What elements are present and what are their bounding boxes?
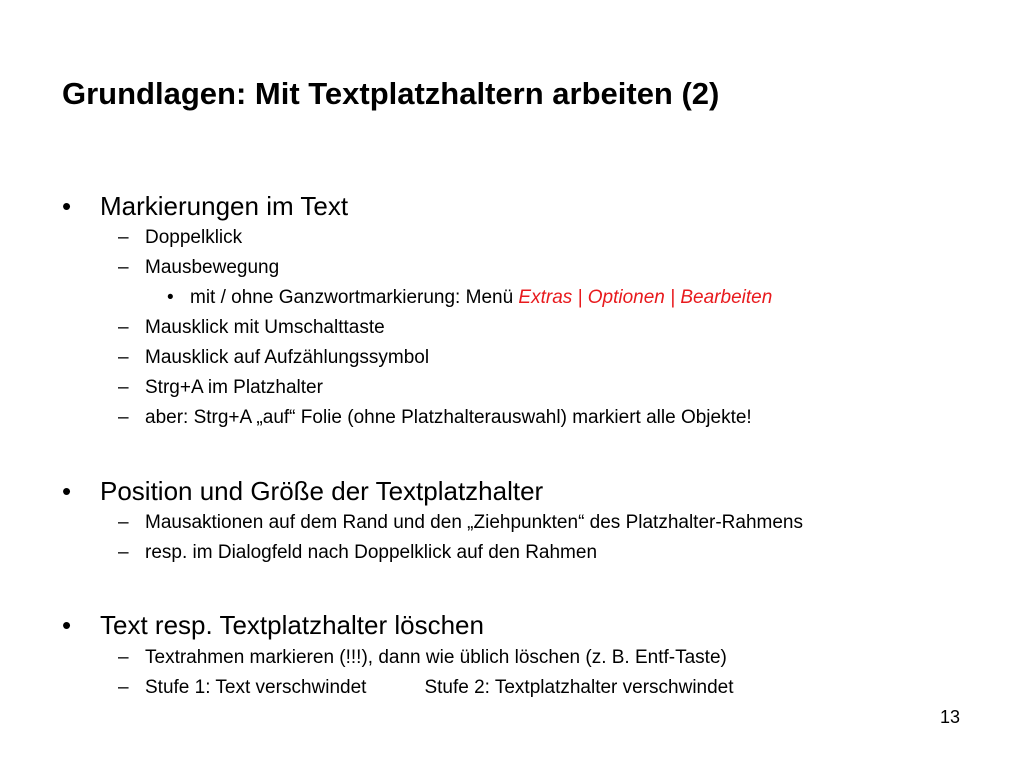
list-item-textrahmen: Textrahmen markieren (!!!), dann wie üblich löschen (z. B. Entf-Taste) (145, 647, 727, 668)
stufe-2-text: Stufe 2: Textplatzhalter verschwindet (424, 677, 734, 698)
stufe-1-text: Stufe 1: Text verschwindet (145, 677, 367, 698)
list-item-dialogfeld: resp. im Dialogfeld nach Doppelklick auf den Rahmen (145, 542, 598, 563)
dash-marker: – (118, 407, 129, 428)
dash-marker: – (118, 647, 129, 668)
list-item-ganzwortmarkierung (190, 287, 772, 309)
bullet-marker: • (167, 287, 174, 308)
menu-path-highlight: Extras | Optionen | Bearbeiten (518, 287, 773, 308)
list-item-umschalttaste: Mausklick mit Umschalttaste (145, 317, 385, 338)
bullet-marker: • (62, 191, 72, 221)
dash-marker: – (118, 347, 129, 368)
list-item-strg-a-folie: aber: Strg+A „auf“ Folie (ohne Platzhalterauswahl) markiert alle Objekte! (145, 407, 752, 428)
list-item-aufzaehlungssymbol: Mausklick auf Aufzählungssymbol (145, 347, 430, 368)
list-item-stufen (145, 677, 734, 699)
section-heading-markierungen: Markierungen im Text (100, 191, 349, 221)
list-item-strg-a-platzhalter: Strg+A im Platzhalter (145, 377, 323, 398)
section-heading-position: Position und Größe der Textplatzhalter (100, 476, 544, 506)
dash-marker: – (118, 677, 129, 698)
dash-marker: – (118, 317, 129, 338)
dash-marker: – (118, 257, 129, 278)
ganzwort-text: mit / ohne Ganzwortmarkierung: Menü (190, 287, 514, 308)
list-item-doppelklick: Doppelklick (145, 227, 243, 248)
bullet-marker: • (62, 476, 72, 506)
dash-marker: – (118, 227, 129, 248)
dash-marker: – (118, 542, 129, 563)
section-heading-loeschen: Text resp. Textplatzhalter löschen (100, 610, 484, 640)
bullet-marker: • (62, 610, 72, 640)
list-item-mausaktionen: Mausaktionen auf dem Rand und den „Ziehpunkten“ des Platzhalter-Rahmens (145, 512, 803, 533)
page-number: 13 (940, 707, 961, 727)
list-item-mausbewegung: Mausbewegung (145, 257, 280, 278)
dash-marker: – (118, 377, 129, 398)
slide-title: Grundlagen: Mit Textplatzhaltern arbeiten (2) (62, 76, 720, 111)
dash-marker: – (118, 512, 129, 533)
